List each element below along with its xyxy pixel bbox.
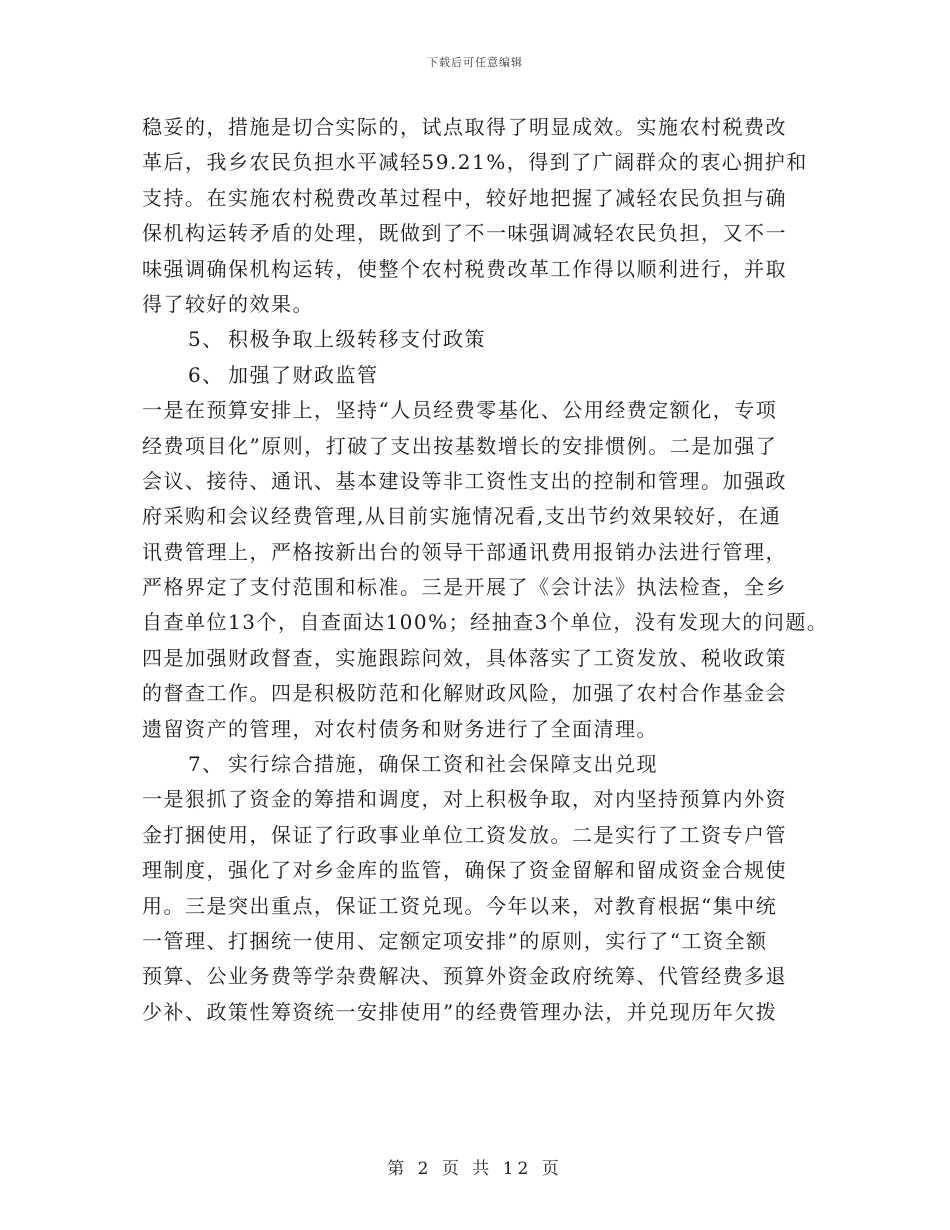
text-line bbox=[142, 181, 822, 216]
line-text: 会议、接待、通讯、基本建设等非工资性支出的控制和管理。加强政 bbox=[142, 468, 787, 493]
text-line bbox=[142, 535, 822, 570]
line-text: 四是加强财政督查，实施跟踪问效，具体落实了工资发放、税收政策 bbox=[142, 645, 787, 670]
line-text: 的督查工作。四是积极防范和化解财政风险，加强了农村合作基金会 bbox=[142, 681, 787, 706]
line-text: 严格界定了支付范围和标准。三是开展了《会计法》执法检查，全乡 bbox=[142, 575, 787, 600]
text-line bbox=[142, 818, 822, 853]
line-text: 得了较好的效果。 bbox=[142, 291, 314, 316]
text-line bbox=[142, 287, 822, 322]
line-text: 一是狠抓了资金的筹措和调度，对上积极争取，对内坚持预算内外资 bbox=[142, 787, 787, 812]
line-text: 味强调确保机构运转，使整个农村税费改革工作得以顺利进行，并取 bbox=[142, 256, 787, 281]
text-line bbox=[142, 429, 822, 464]
document-body bbox=[142, 110, 829, 1030]
list-item-number: 6、 bbox=[188, 362, 224, 387]
line-text: 稳妥的，措施是切合实际的，试点取得了明显成效。实施农村税费改 bbox=[142, 115, 787, 139]
line-text: 加强了财政监管 bbox=[228, 362, 379, 387]
text-line bbox=[142, 216, 822, 251]
list-item-number: 7、 bbox=[188, 752, 224, 777]
text-line bbox=[142, 499, 822, 534]
list-item-heading bbox=[142, 358, 822, 393]
line-text: 积极争取上级转移支付政策 bbox=[228, 327, 486, 352]
text-line bbox=[142, 782, 822, 817]
line-text: 一是在预算安排上，坚持“人员经费零基化、公用经费定额化，专项 bbox=[142, 398, 778, 423]
line-text: 实行综合措施，确保工资和社会保障支出兑现 bbox=[228, 752, 658, 777]
text-line bbox=[142, 252, 822, 287]
text-line bbox=[142, 959, 822, 994]
page-number: 第 2 页 共 12 页 bbox=[387, 1159, 563, 1179]
text-line bbox=[142, 676, 822, 711]
text-line bbox=[142, 605, 829, 640]
line-text: 支持。在实施农村税费改革过程中，较好地把握了减轻农民负担与确 bbox=[142, 185, 787, 210]
line-text: 自查单位13个，自查面达100%；经抽查3个单位，没有发现大的问题。 bbox=[142, 610, 829, 635]
line-text: 府采购和会议经费管理,从目前实施情况看,支出节约效果较好，在通 bbox=[142, 504, 782, 529]
list-item-heading bbox=[142, 322, 822, 357]
line-text: 遗留资产的管理，对农村债务和财务进行了全面清理。 bbox=[142, 716, 658, 741]
line-text: 讯费管理上，严格按新出台的领导干部通讯费用报销办法进行管理， bbox=[142, 539, 787, 564]
list-item-heading bbox=[142, 747, 822, 782]
text-line bbox=[142, 924, 822, 959]
line-text: 革后，我乡农民负担水平减轻59.21%，得到了广阔群众的衷心拥护和 bbox=[142, 150, 808, 175]
text-line bbox=[142, 393, 822, 428]
line-text: 理制度，强化了对乡金库的监管，确保了资金留解和留成资金合规使 bbox=[142, 858, 787, 883]
line-text: 用。三是突出重点，保证工资兑现。今年以来，对教育根据“集中统 bbox=[142, 893, 778, 918]
list-item-number: 5、 bbox=[188, 327, 224, 352]
line-text: 保机构运转矛盾的处理，既做到了不一味强调减轻农民负担，又不一 bbox=[142, 221, 787, 246]
line-text: 预算、公业务费等学杂费解决、预算外资金政府统筹、代管经费多退 bbox=[142, 964, 787, 989]
text-line bbox=[142, 889, 822, 924]
text-line bbox=[142, 110, 822, 145]
line-text: 经费项目化”原则，打破了支出按基数增长的安排惯例。二是加强了 bbox=[142, 433, 778, 458]
text-line bbox=[142, 145, 822, 180]
line-text: 少补、政策性筹资统一安排使用”的经费管理办法，并兑现历年欠拨 bbox=[142, 999, 778, 1024]
text-line bbox=[142, 464, 822, 499]
text-line bbox=[142, 570, 822, 605]
text-line bbox=[142, 995, 822, 1030]
text-line bbox=[142, 641, 822, 676]
text-line bbox=[142, 853, 822, 888]
text-line bbox=[142, 712, 822, 747]
header-note: 下载后可任意编辑 bbox=[427, 56, 523, 69]
line-text: 金打捆使用，保证了行政事业单位工资发放。二是实行了工资专户管 bbox=[142, 822, 787, 847]
line-text: 一管理、打捆统一使用、定额定项安排”的原则，实行了“工资全额 bbox=[142, 928, 768, 953]
